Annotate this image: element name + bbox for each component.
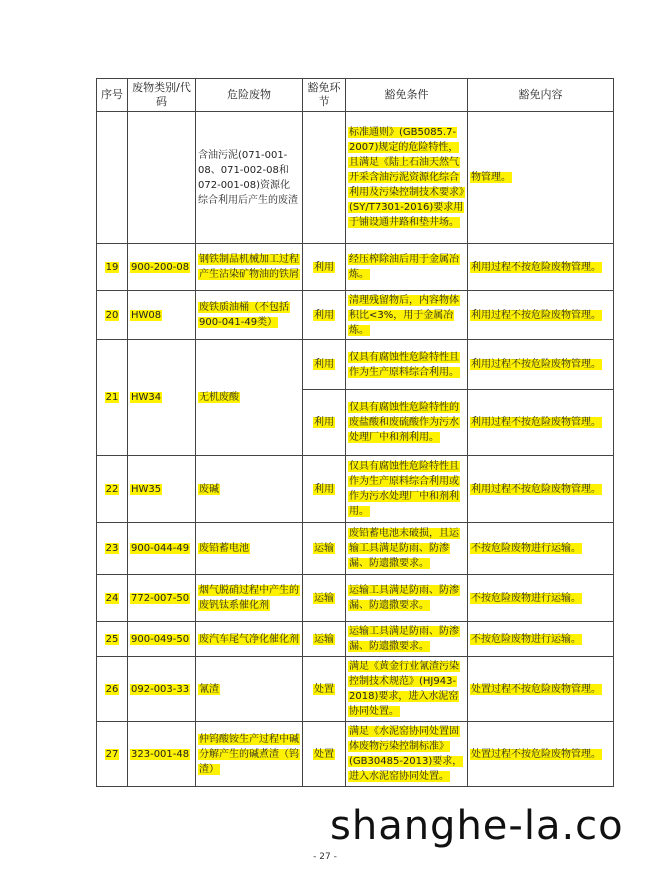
cell-stage: 利用 — [303, 244, 346, 291]
header-content: 豁免内容 — [468, 79, 614, 112]
cell-no: 25 — [97, 622, 128, 657]
cell-waste — [196, 112, 303, 244]
cell-no: 23 — [97, 523, 128, 575]
cell-content: 利用过程不按危险废物管理。 — [468, 456, 614, 523]
cell-condition: 清理残留物后，内容物体积比<3%，用于金属冶炼。 — [346, 291, 468, 340]
cell-stage: 利用 — [303, 456, 346, 523]
cell-no: 26 — [97, 657, 128, 722]
header-condition: 豁免条件 — [346, 79, 468, 112]
cell-stage: 利用 — [303, 291, 346, 340]
cell-stage — [303, 112, 346, 244]
header-stage: 豁免环节 — [303, 79, 346, 112]
condition-text: 标准通则》(GB5085.7-2007)规定的危险特性，且满足《陆上石油天然气开采含油污泥资源化综合利用及污染控制技术要求》(SY/T7301-2016)要求用于铺设通井路和垫井场。 — [349, 127, 464, 228]
table-header-row — [97, 79, 614, 112]
cell-waste: 废碱 — [196, 456, 303, 523]
cell-condition: 仅具有腐蚀性危险特性的废盐酸和废硫酸作为污水处理厂中和剂利用。 — [346, 390, 468, 456]
waste-text: 含油污泥(071-001-08、071-002-08和072-001-08)资源化综合利用后产生的废渣 — [198, 149, 298, 206]
header-waste: 危险废物 — [196, 79, 303, 112]
cell-code: HW08 — [128, 291, 196, 340]
cell-code: HW35 — [128, 456, 196, 523]
cell-no: 22 — [97, 456, 128, 523]
cell-condition: 满足《水泥窑协同处置固体废物污染控制标准》(GB30485-2013)要求，进入水泥窑协同处置。 — [346, 722, 468, 787]
table-row — [97, 622, 614, 657]
cell-content — [468, 112, 614, 244]
cell-waste: 废铁质油桶（不包括900-041-49类） — [196, 291, 303, 340]
cell-stage: 运输 — [303, 523, 346, 575]
cell-condition: 仅具有腐蚀性危险特性且作为生产原料综合利用。 — [346, 340, 468, 390]
table-row — [97, 722, 614, 787]
page-number: - 27 - — [313, 852, 337, 862]
cell-condition: 仅具有腐蚀性危险特性且作为生产原料综合利用或作为污水处理厂中和剂利用。 — [346, 456, 468, 523]
content-text: 物管理。 — [471, 172, 511, 183]
table-row — [97, 456, 614, 523]
cell-waste: 烟气脱硝过程中产生的废钒钛系催化剂 — [196, 575, 303, 622]
cell-waste: 氰渣 — [196, 657, 303, 722]
cell-stage: 利用 — [303, 390, 346, 456]
cell-content: 处置过程不按危险废物管理。 — [468, 657, 614, 722]
header-code: 废物类别/代码 — [128, 79, 196, 112]
cell-content: 不按危险废物进行运输。 — [468, 622, 614, 657]
table-row — [97, 112, 614, 244]
cell-stage: 处置 — [303, 657, 346, 722]
cell-code: 323-001-48 — [128, 722, 196, 787]
cell-no: 19 — [97, 244, 128, 291]
cell-no: 24 — [97, 575, 128, 622]
table-row — [97, 244, 614, 291]
cell-code — [128, 112, 196, 244]
cell-no — [97, 112, 128, 244]
cell-code: 092-003-33 — [128, 657, 196, 722]
exemption-table — [96, 78, 614, 787]
cell-content: 利用过程不按危险废物管理。 — [468, 390, 614, 456]
cell-condition: 经压榨除油后用于金属冶炼。 — [346, 244, 468, 291]
cell-no: 21 — [97, 340, 128, 456]
table-row — [97, 575, 614, 622]
header-no: 序号 — [97, 79, 128, 112]
cell-stage: 处置 — [303, 722, 346, 787]
cell-waste: 钢铁制品机械加工过程产生沾染矿物油的铁屑 — [196, 244, 303, 291]
table-row — [97, 657, 614, 722]
table-row — [97, 291, 614, 340]
cell-no: 20 — [97, 291, 128, 340]
table-row — [97, 340, 614, 390]
cell-code: 772-007-50 — [128, 575, 196, 622]
cell-content: 处置过程不按危险废物管理。 — [468, 722, 614, 787]
cell-code: HW34 — [128, 340, 196, 456]
cell-waste: 无机废酸 — [196, 340, 303, 456]
cell-condition: 废铅蓄电池未破损，且运输工具满足防雨、防渗漏、防遗撒要求。 — [346, 523, 468, 575]
cell-waste: 仲钨酸铵生产过程中碱分解产生的碱煮渣（钨渣） — [196, 722, 303, 787]
cell-condition: 运输工具满足防雨、防渗漏、防遗撒要求。 — [346, 622, 468, 657]
cell-condition — [346, 112, 468, 244]
cell-content: 不按危险废物进行运输。 — [468, 575, 614, 622]
cell-code: 900-044-49 — [128, 523, 196, 575]
cell-content: 不按危险废物进行运输。 — [468, 523, 614, 575]
cell-content: 利用过程不按危险废物管理。 — [468, 291, 614, 340]
cell-waste: 废汽车尾气净化催化剂 — [196, 622, 303, 657]
cell-waste: 废铅蓄电池 — [196, 523, 303, 575]
cell-condition: 运输工具满足防雨、防渗漏、防遗撒要求。 — [346, 575, 468, 622]
cell-code: 900-049-50 — [128, 622, 196, 657]
cell-content: 利用过程不按危险废物管理。 — [468, 244, 614, 291]
watermark: shanghe-la.co — [330, 803, 624, 849]
cell-stage: 运输 — [303, 575, 346, 622]
cell-condition: 满足《黄金行业氰渣污染控制技术规范》(HJ943-2018)要求，进入水泥窑协同处置。 — [346, 657, 468, 722]
cell-stage: 利用 — [303, 340, 346, 390]
cell-stage: 运输 — [303, 622, 346, 657]
table-row — [97, 523, 614, 575]
cell-code: 900-200-08 — [128, 244, 196, 291]
cell-content: 利用过程不按危险废物管理。 — [468, 340, 614, 390]
cell-no: 27 — [97, 722, 128, 787]
